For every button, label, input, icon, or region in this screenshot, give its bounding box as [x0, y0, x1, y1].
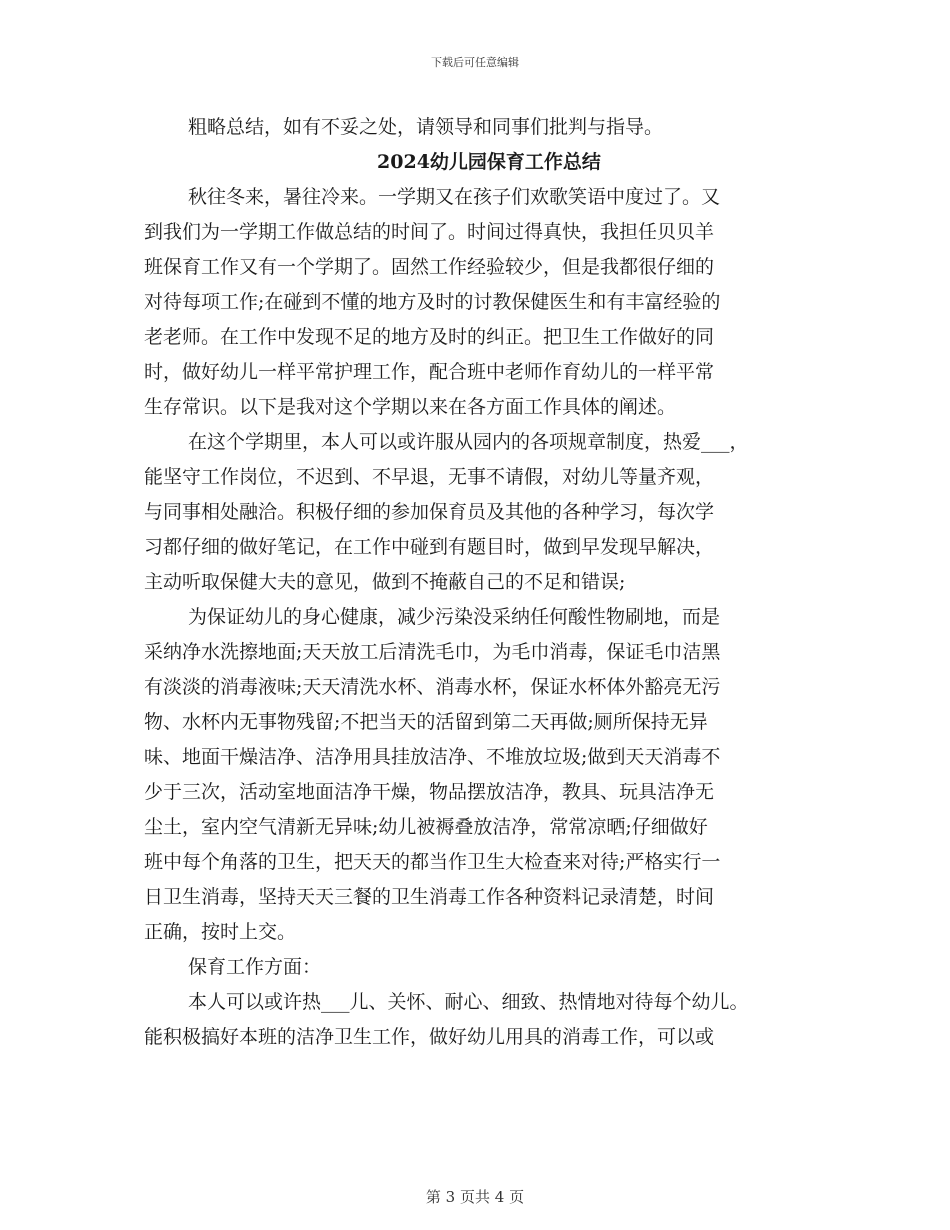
body-text-line: 与同事相处融洽。积极仔细的参加保育员及其他的各种学习，每次学: [144, 501, 715, 523]
document-title: 2024幼儿园保育工作总结: [377, 151, 601, 173]
body-text-line: 班中每个角落的卫生，把天天的都当作卫生大检查来对待;严格实行一: [144, 851, 721, 873]
body-text-line: 主动听取保健大夫的意见，做到不掩蔽自己的不足和错误;: [144, 571, 626, 593]
body-text-line: 尘土，室内空气清新无异味;幼儿被褥叠放洁净，常常凉晒;仔细做好: [144, 816, 708, 838]
body-text-line: 少于三次，活动室地面洁净干燥，物品摆放洁净，教具、玩具洁净无: [144, 781, 715, 803]
body-text-line: 时，做好幼儿一样平常护理工作，配合班中老师作育幼儿的一样平常: [144, 361, 715, 383]
body-text-line: 对待每项工作;在碰到不懂的地方及时的讨教保健医生和有丰富经验的: [144, 291, 721, 313]
page-header: 下载后可任意编辑: [431, 56, 519, 69]
body-text-line: 在这个学期里，本人可以或许服从园内的各项规章制度，热爱___，: [188, 431, 749, 453]
body-text-line: 保育工作方面：: [188, 956, 322, 978]
body-text-line: 本人可以或许热___儿、关怀、耐心、细致、热情地对待每个幼儿。: [188, 991, 749, 1013]
body-text-line: 老老师。在工作中发现不足的地方及时的纠正。把卫生工作做好的同: [144, 326, 715, 348]
page-footer: 第 3 页共 4 页: [425, 1188, 525, 1206]
body-text-line: 秋往冬来，暑往冷来。一学期又在孩子们欢歌笑语中度过了。又: [188, 186, 721, 208]
body-text-line: 能积极搞好本班的洁净卫生工作，做好幼儿用具的消毒工作，可以或: [144, 1026, 715, 1048]
body-text-line: 物、水杯内无事物残留;不把当天的活留到第二天再做;厕所保持无异: [144, 711, 708, 733]
body-text-line: 采纳净水洗擦地面;天天放工后清洗毛巾，为毛巾消毒，保证毛巾洁黑: [144, 641, 721, 663]
body-text-line: 到我们为一学期工作做总结的时间了。时间过得真快，我担任贝贝羊: [144, 221, 715, 243]
body-text-line: 味、地面干燥洁净、洁净用具挂放洁净、不堆放垃圾;做到天天消毒不: [144, 746, 721, 768]
body-text-line: 为保证幼儿的身心健康，减少污染没采纳任何酸性物刷地，而是: [188, 606, 721, 628]
body-text-line: 能坚守工作岗位，不迟到、不早退，无事不请假，对幼儿等量齐观，: [144, 466, 715, 488]
document-body: [144, 110, 834, 1055]
body-text-line: 日卫生消毒，坚持天天三餐的卫生消毒工作各种资料记录清楚，时间: [144, 886, 715, 908]
body-text-line: 习都仔细的做好笔记，在工作中碰到有题目时，做到早发现早解决，: [144, 536, 715, 558]
body-text-line: 生存常识。以下是我对这个学期以来在各方面工作具体的阐述。: [144, 396, 677, 418]
body-text-line: 粗略总结，如有不妥之处，请领导和同事们批判与指导。: [188, 116, 664, 138]
body-text-line: 有淡淡的消毒液味;天天清洗水杯、消毒水杯，保证水杯体外豁亮无污: [144, 676, 721, 698]
body-text-line: 班保育工作又有一个学期了。固然工作经验较少，但是我都很仔细的: [144, 256, 715, 278]
body-text-line: 正确，按时上交。: [144, 921, 297, 943]
